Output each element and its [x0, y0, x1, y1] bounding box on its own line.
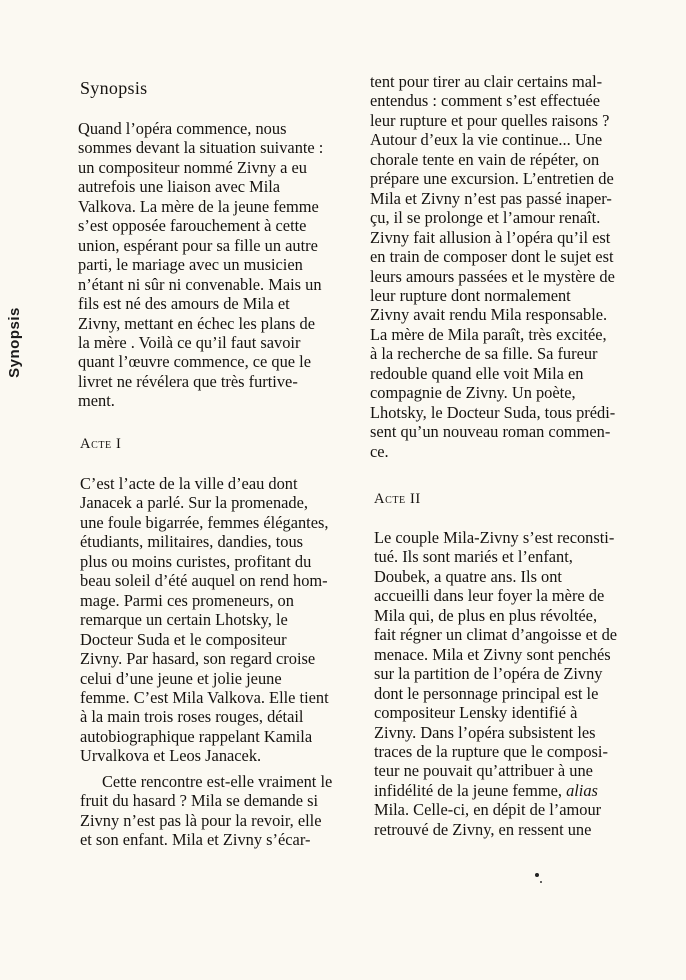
text-line: un compositeur nommé Zivny a eu [78, 157, 307, 177]
text-line: et son enfant. Mila et Zivny s’écar- [80, 830, 311, 850]
text-line: livret ne révélera que très furtive- [78, 371, 298, 391]
text-line: dont le personnage principal est le [374, 683, 599, 703]
text-line: en train de composer dont le sujet est [370, 247, 614, 267]
text-line: parti, le mariage avec un musicien [78, 255, 303, 275]
text-line: Mila et Zivny n’est pas passé inaper- [370, 188, 612, 208]
text-line: Zivny n’est pas là pour la revoir, elle [80, 810, 322, 830]
text-line: teur ne pouvait qu’attribuer à une [374, 761, 593, 781]
text-line: leurs amours passées et le mystère de [370, 266, 615, 286]
text-line: Urvalkova et Leos Janacek. [80, 746, 262, 766]
text-line: fait régner un climat d’angoisse et de [374, 625, 618, 645]
text-line: une foule bigarrée, femmes élégantes, [80, 512, 329, 532]
text-line: sur la partition de l’opéra de Zivny [374, 664, 603, 684]
text-line: retrouvé de Zivny, en ressent une [374, 819, 592, 839]
text-line: Le couple Mila-Zivny s’est reconsti- [374, 528, 615, 547]
text-line: la mère . Voilà ce qu’il faut savoir [78, 332, 301, 352]
text-line: Zivny. Dans l’opéra subsistent les [374, 722, 596, 742]
text-line: La mère de Mila paraît, très excitée, [370, 324, 607, 344]
text-line: redouble quand elle voit Mila en [370, 363, 584, 383]
ink-speck [535, 873, 539, 877]
act-1-paragraph [80, 474, 358, 766]
text-line: remarque un certain Lhotsky, le [80, 610, 288, 630]
text-line: mage. Parmi ces promeneurs, on [80, 590, 294, 610]
text-line: quant l’œuvre commence, ce que le [78, 352, 312, 372]
act-2-paragraph [374, 528, 649, 839]
text-line: compositeur Lensky identifié à [374, 703, 578, 723]
text-line: autobiographique rappelant Kamila [80, 726, 313, 746]
text-line: Autour d’eux la vie continue... Une [370, 130, 603, 150]
text-line: union, espérant pour sa fille un autre [78, 235, 318, 255]
text-line: Mila. Celle-ci, en dépit de l’amour [374, 800, 602, 820]
ink-speck [540, 881, 542, 883]
text-line: autrefois une liaison avec Mila [78, 177, 281, 197]
text-line: traces de la rupture que le composi- [374, 741, 608, 761]
text-line: tué. Ils sont mariés et l’enfant, [374, 547, 573, 567]
text-line: Zivny fait allusion à l’opéra qu’il est [370, 227, 611, 247]
text-line: Valkova. La mère de la jeune femme [78, 196, 319, 216]
text-line: Doubek, a quatre ans. Ils ont [374, 566, 562, 586]
page-title: Synopsis [80, 78, 148, 98]
text-line: s’est opposée farouchement à cette [78, 216, 307, 236]
intro-paragraph [78, 119, 356, 411]
text-line: sommes devant la situation suivante : [78, 138, 324, 158]
text-line: prépare une excursion. L’entretien de [370, 169, 614, 189]
act-2-title: Acte II [374, 491, 421, 507]
text-line: fils est né des amours de Mila et [78, 294, 290, 314]
text-line: Mila qui, de plus en plus révoltée, [374, 605, 598, 625]
text-line: leur rupture dont normalement [370, 285, 571, 305]
italic-word: alias [566, 780, 598, 800]
text-line: C’est l’acte de la ville d’eau dont [80, 474, 298, 493]
text-line: sent qu’un nouveau roman commen- [370, 422, 611, 442]
text-line: Lhotsky, le Docteur Suda, tous prédi- [370, 402, 616, 422]
text-line: Janacek a parlé. Sur la promenade, [80, 493, 308, 513]
text-line: à la main trois roses rouges, détail [80, 707, 304, 727]
act-1-continuation-paragraph [370, 72, 645, 461]
text-line: tent pour tirer au clair certains mal- [370, 72, 603, 91]
text-line: entendus : comment s’est effectuée [370, 91, 600, 111]
text-line: n’étant ni sûr ni convenable. Mais un [78, 274, 322, 294]
text-line: fruit du hasard ? Mila se demande si [80, 791, 319, 811]
text-line: Cette rencontre est-elle vraiment le [102, 772, 333, 791]
text-line: Quand l’opéra commence, nous [78, 119, 287, 138]
text-line: ment. [78, 391, 115, 411]
act-1-paragraph-2 [80, 772, 380, 850]
text-line: Docteur Suda et le compositeur [80, 629, 287, 649]
text-line: plus ou moins curistes, profitant du [80, 551, 312, 571]
text-line: Zivny. Par hasard, son regard croise [80, 649, 316, 669]
text-line: accueilli dans leur foyer la mère de [374, 586, 605, 606]
text-line: beau soleil d’été auquel on rend hom- [80, 571, 328, 591]
text-line: infidélité de la jeune femme, alias [374, 780, 598, 800]
text-line: compagnie de Zivny. Un poète, [370, 383, 576, 403]
side-section-label-text: Synopsis [5, 306, 23, 378]
text-line: femme. C’est Mila Valkova. Elle tient [80, 687, 329, 707]
text-line: menace. Mila et Zivny sont penchés [374, 644, 611, 664]
text-line: çu, il se prolonge et l’amour renaît. [370, 208, 601, 228]
text-line: étudiants, militaires, dandies, tous [80, 532, 304, 552]
side-section-label [3, 296, 25, 388]
text-line: celui d’une jeune et jolie jeune [80, 668, 282, 688]
text-line: ce. [370, 441, 389, 461]
text-line: Zivny avait rendu Mila responsable. [370, 305, 608, 325]
text-line: chorale tente en vain de répéter, on [370, 149, 600, 169]
text-line: à la recherche de sa fille. Sa fureur [370, 344, 598, 364]
text-line: leur rupture et pour quelles raisons ? [370, 110, 610, 130]
act-1-title: Acte I [80, 436, 122, 452]
text-line: Zivny, mettant en échec les plans de [78, 313, 315, 333]
